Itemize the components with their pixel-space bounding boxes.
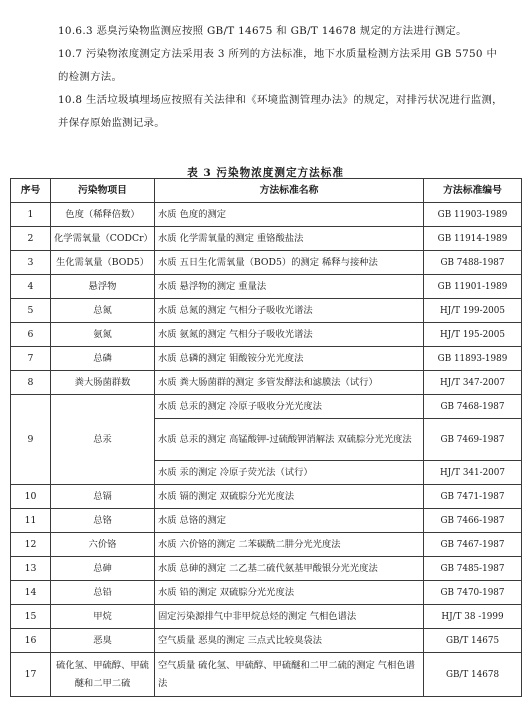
row-no: 17 (11, 653, 51, 697)
table-row (11, 203, 522, 227)
row-no: 4 (11, 275, 51, 299)
row-code: GB 7471-1987 (424, 485, 522, 509)
row-no: 5 (11, 299, 51, 323)
row-item: 色度（稀释倍数） (51, 203, 155, 227)
row-no: 13 (11, 557, 51, 581)
row-no: 6 (11, 323, 51, 347)
table-row (11, 605, 522, 629)
row-item: 化学需氧量（CODCr） (51, 227, 155, 251)
row-item: 总汞 (51, 395, 155, 485)
row-item: 恶臭 (51, 629, 155, 653)
header-method: 方法标准名称 (155, 179, 424, 203)
table-row (11, 653, 522, 697)
row-method: 水质 悬浮物的测定 重量法 (155, 275, 424, 299)
table-row (11, 371, 522, 395)
row-code: GB 7467-1987 (424, 533, 522, 557)
row-code: HJ/T 199-2005 (424, 299, 522, 323)
table-row (11, 395, 522, 419)
header-no: 序号 (11, 179, 51, 203)
row-code: GB 7470-1987 (424, 581, 522, 605)
row-no: 1 (11, 203, 51, 227)
row-code: GB 11901-1989 (424, 275, 522, 299)
row-no: 9 (11, 395, 51, 485)
row-code: GB 7488-1987 (424, 251, 522, 275)
row-method: 空气质量 硫化氢、甲硫醇、甲硫醚和二甲二硫的测定 气相色谱法 (155, 653, 424, 697)
paragraph-10-8: 10.8 生活垃圾填埋场应按照有关法律和《环境监测管理办法》的规定，对排污状况进行监测，并保存原始监测记录。 (58, 94, 503, 129)
row-item: 总氮 (51, 299, 155, 323)
row-item: 悬浮物 (51, 275, 155, 299)
row-method: 水质 总汞的测定 冷原子吸收分光光度法 (155, 395, 424, 419)
table-row (11, 299, 522, 323)
row-no: 2 (11, 227, 51, 251)
row-no: 16 (11, 629, 51, 653)
row-method: 水质 总汞的测定 高锰酸钾-过硫酸钾消解法 双硫腙分光光度法 (155, 419, 424, 461)
row-code: HJ/T 195-2005 (424, 323, 522, 347)
row-no: 15 (11, 605, 51, 629)
table-row (11, 323, 522, 347)
row-code: GB 7468-1987 (424, 395, 522, 419)
paragraph-10-7: 10.7 污染物浓度测定方法采用表 3 所列的方法标准，地下水质量检测方法采用 GB 5750 中的检测方法。 (58, 48, 498, 83)
row-method: 固定污染源排气中非甲烷总烃的测定 气相色谱法 (155, 605, 424, 629)
row-method: 水质 总铬的测定 (155, 509, 424, 533)
row-code: GB 7485-1987 (424, 557, 522, 581)
row-method: 水质 粪大肠菌群的测定 多管发酵法和滤膜法（试行） (155, 371, 424, 395)
row-item: 硫化氢、甲硫醇、甲硫醚和二甲二硫 (51, 653, 155, 697)
row-item: 总镉 (51, 485, 155, 509)
table-row (11, 485, 522, 509)
row-item: 甲烷 (51, 605, 155, 629)
row-code: GB 7469-1987 (424, 419, 522, 461)
row-method: 水质 总氮的测定 气相分子吸收光谱法 (155, 299, 424, 323)
table-row (11, 251, 522, 275)
row-no: 14 (11, 581, 51, 605)
header-item: 污染物项目 (51, 179, 155, 203)
row-item: 总铬 (51, 509, 155, 533)
row-no: 8 (11, 371, 51, 395)
row-method: 水质 化学需氧量的测定 重铬酸盐法 (155, 227, 424, 251)
table-row (11, 227, 522, 251)
table-header-row (11, 179, 522, 203)
row-method: 水质 汞的测定 冷原子荧光法（试行） (155, 461, 424, 485)
row-code: HJ/T 341-2007 (424, 461, 522, 485)
row-code: GB/T 14675 (424, 629, 522, 653)
method-standards-table (10, 178, 522, 697)
row-no: 12 (11, 533, 51, 557)
row-method: 水质 五日生化需氧量（BOD5）的测定 稀释与接种法 (155, 251, 424, 275)
header-code: 方法标准编号 (424, 179, 522, 203)
row-code: HJ/T 347-2007 (424, 371, 522, 395)
row-code: GB 11893-1989 (424, 347, 522, 371)
table-row (11, 509, 522, 533)
row-item: 总铅 (51, 581, 155, 605)
row-method: 水质 氨氮的测定 气相分子吸收光谱法 (155, 323, 424, 347)
table-row (11, 533, 522, 557)
row-item: 六价铬 (51, 533, 155, 557)
row-no: 7 (11, 347, 51, 371)
table-row (11, 275, 522, 299)
row-no: 11 (11, 509, 51, 533)
table-row (11, 581, 522, 605)
row-code: GB 11914-1989 (424, 227, 522, 251)
row-method: 水质 总砷的测定 二乙基二硫代氨基甲酸银分光光度法 (155, 557, 424, 581)
row-code: GB 7466-1987 (424, 509, 522, 533)
table-caption: 表 3 污染物浓度测定方法标准 (187, 167, 344, 179)
paragraph-10-6-3: 10.6.3 恶臭污染物监测应按照 GB/T 14675 和 GB/T 14678 规定的方法进行测定。 (58, 25, 467, 37)
row-no: 3 (11, 251, 51, 275)
row-method: 水质 镉的测定 双硫腙分光光度法 (155, 485, 424, 509)
table-row (11, 347, 522, 371)
row-code: HJ/T 38 -1999 (424, 605, 522, 629)
row-item: 生化需氧量（BOD5） (51, 251, 155, 275)
row-method: 水质 六价铬的测定 二苯碳酰二肼分光光度法 (155, 533, 424, 557)
row-method: 水质 铅的测定 双硫腙分光光度法 (155, 581, 424, 605)
row-method: 空气质量 恶臭的测定 三点式比较臭袋法 (155, 629, 424, 653)
row-item: 粪大肠菌群数 (51, 371, 155, 395)
row-code: GB/T 14678 (424, 653, 522, 697)
row-method: 水质 总磷的测定 钼酸铵分光光度法 (155, 347, 424, 371)
row-item: 总砷 (51, 557, 155, 581)
table-row (11, 629, 522, 653)
row-code: GB 11903-1989 (424, 203, 522, 227)
table-row (11, 557, 522, 581)
row-item: 氨氮 (51, 323, 155, 347)
row-method: 水质 色度的测定 (155, 203, 424, 227)
row-no: 10 (11, 485, 51, 509)
row-item: 总磷 (51, 347, 155, 371)
